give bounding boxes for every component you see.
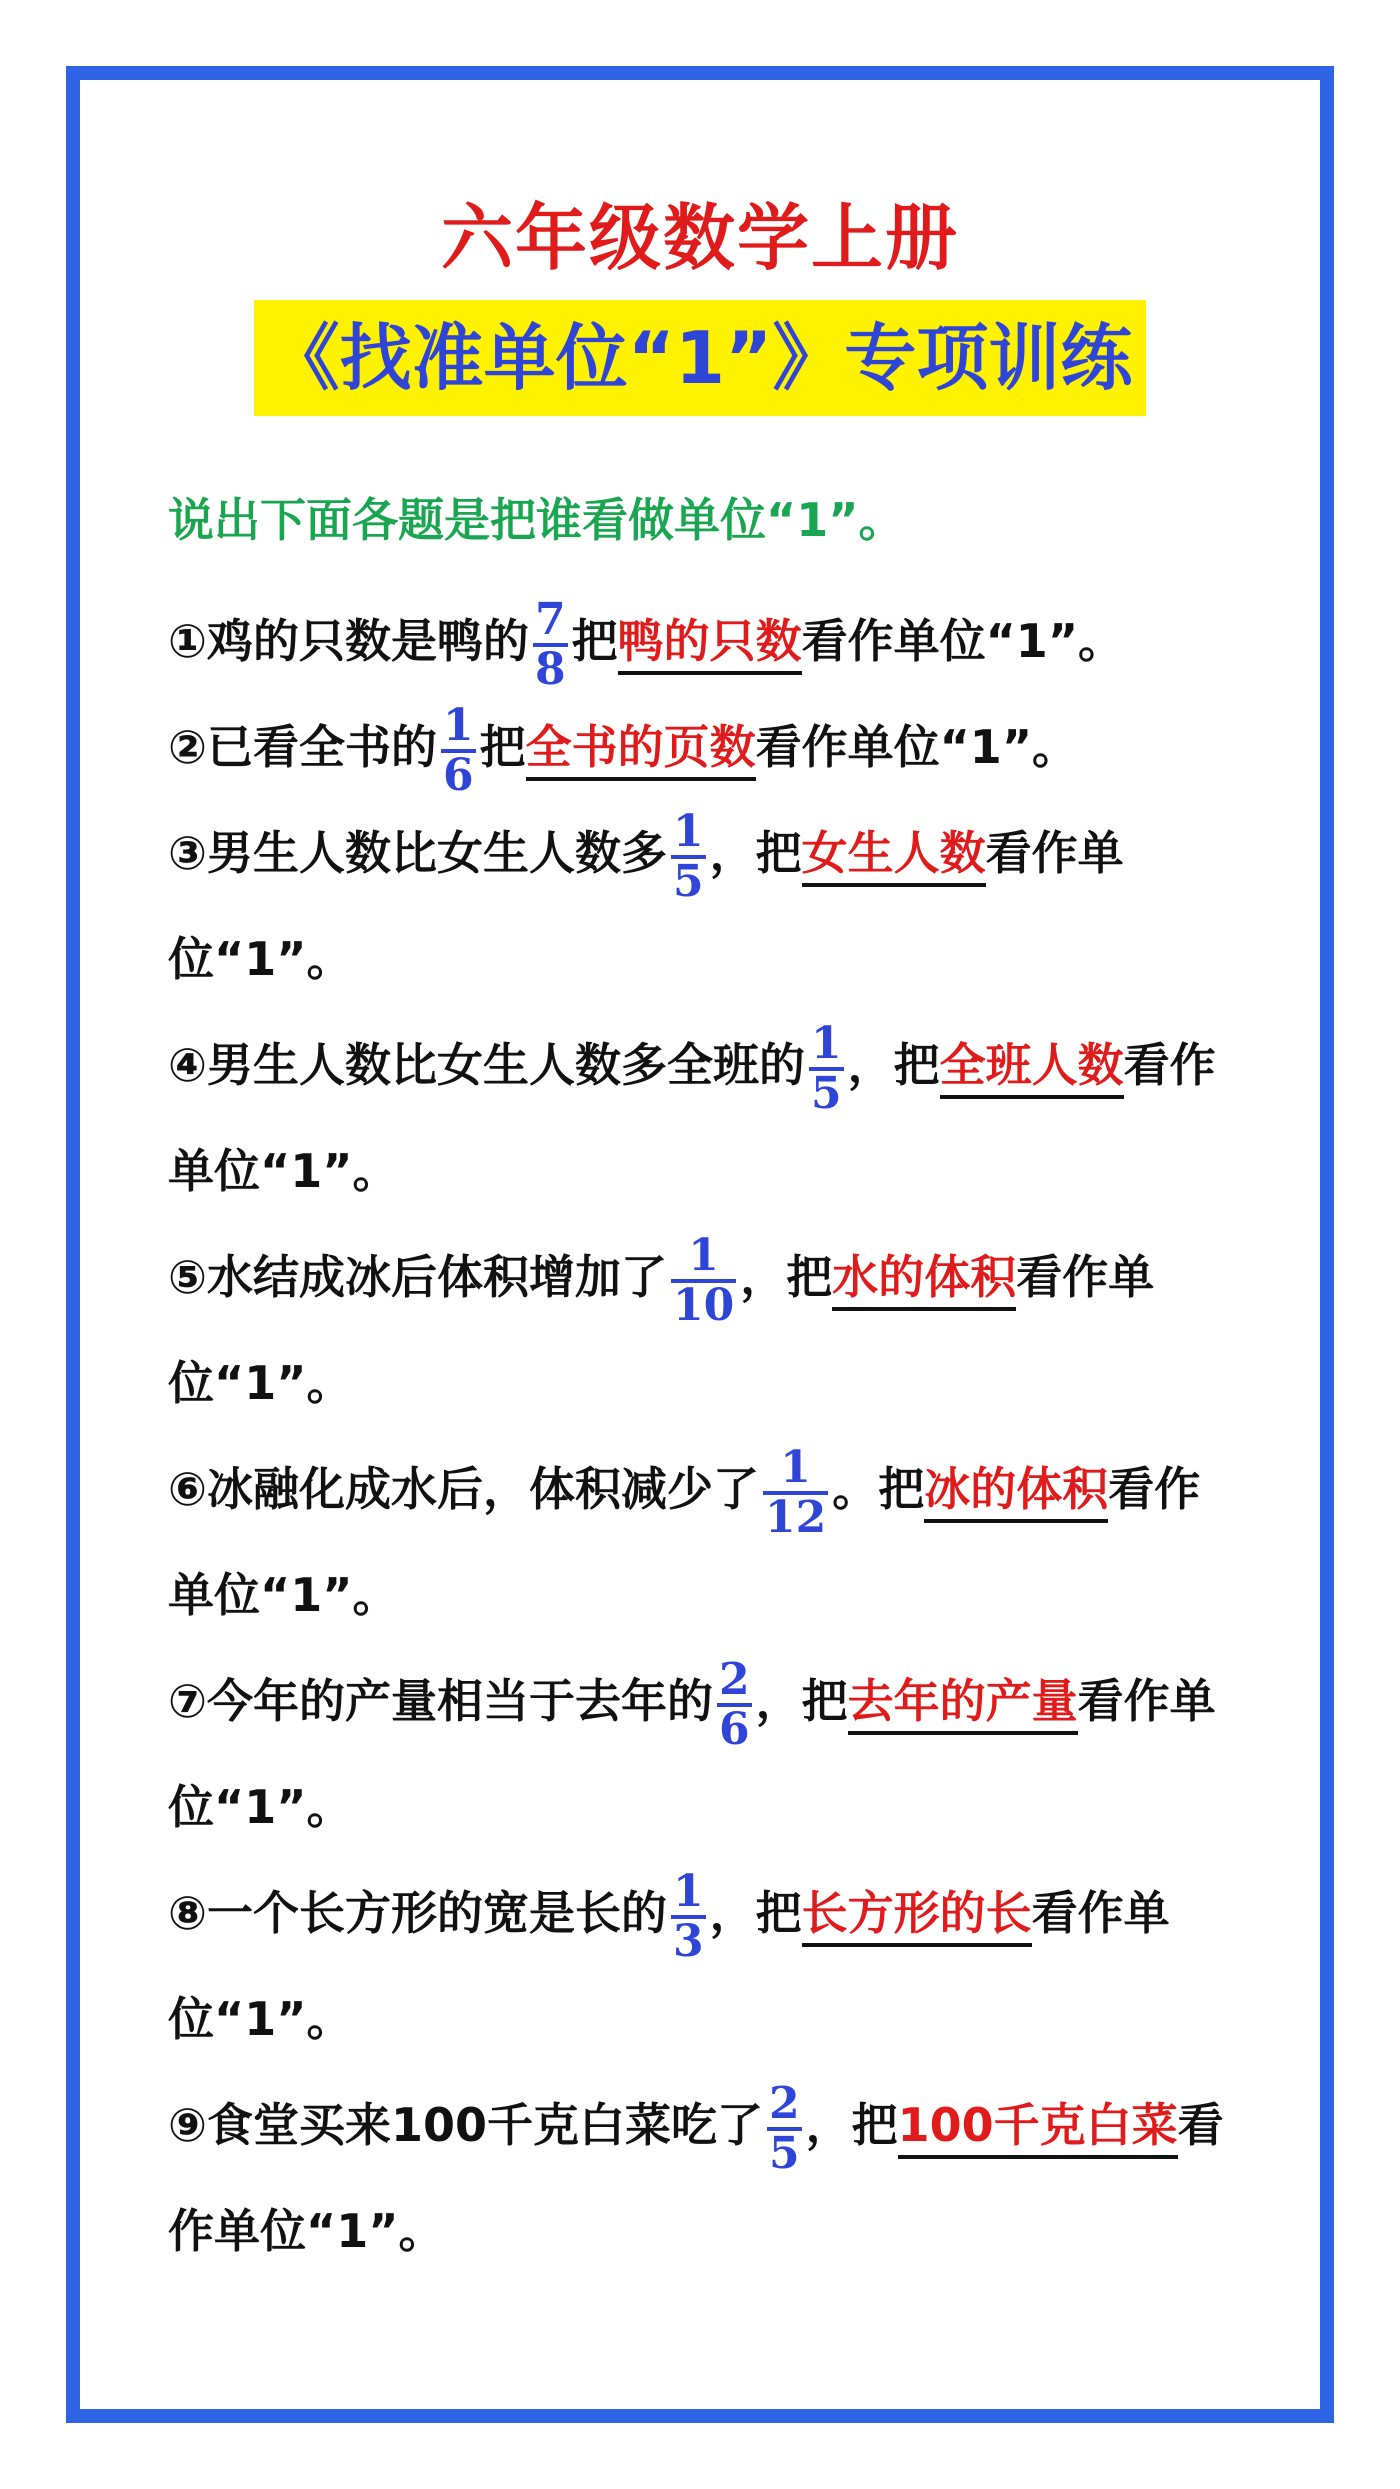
answer-blank: 女生人数 [802,826,986,887]
question-suffix: 看作单位“1”。 [168,1674,1216,1834]
question-connector: 。把 [832,1462,925,1516]
answer-blank: 全书的页数 [526,720,756,781]
question-item [168,1436,1228,1648]
question-text: ④男生人数比女生人数多全班的 [168,1038,805,1092]
answer-blank: 去年的产量 [848,1674,1078,1735]
fraction-numerator: 2 [718,1653,750,1705]
fraction-denominator: 10 [672,1279,735,1331]
question-connector: ，把 [709,1886,802,1940]
fraction [441,699,476,801]
question-connector: ，把 [847,1038,940,1092]
question-connector: 把 [571,614,618,668]
fraction [533,593,568,695]
question-text: ⑥冰融化成水后，体积减少了 [168,1462,759,1516]
fraction-denominator: 6 [718,1703,750,1755]
question-item [168,800,1228,1012]
fraction-numerator: 1 [671,1233,736,1283]
fraction-denominator: 3 [672,1915,704,1967]
fraction [809,1017,844,1119]
question-text: ⑨食堂买来100千克白菜吃了 [168,2098,763,2152]
fraction-numerator: 1 [672,1865,704,1917]
question-connector: 把 [479,720,526,774]
question-text: ②已看全书的 [168,720,437,774]
fraction [763,1441,828,1543]
question-item [168,1224,1228,1436]
question-item [168,1648,1228,1860]
page-title: 六年级数学上册 [440,196,959,280]
question-text: ③男生人数比女生人数多 [168,826,667,880]
fraction-numerator: 1 [763,1445,828,1495]
fraction-numerator: 1 [442,699,474,751]
fraction [717,1653,752,1755]
question-connector: ，把 [709,826,802,880]
question-suffix: 看作单位“1”。 [168,826,1124,986]
question-suffix: 看作单位“1”。 [168,1462,1201,1622]
instruction-text: 说出下面各题是把谁看做单位“1”。 [168,493,905,547]
question-text: ⑤水结成冰后体积增加了 [168,1250,667,1304]
question-suffix: 看作单位“1”。 [168,1250,1155,1410]
subtitle-banner [80,300,1320,416]
question-item [168,1860,1228,2072]
question-connector: ，把 [805,2098,898,2152]
page-subtitle: 《找准单位“1”》专项训练 [254,300,1147,416]
question-suffix: 看作单位“1”。 [168,1886,1170,2046]
page-frame [66,66,1334,2423]
question-suffix: 看作单位“1”。 [801,614,1125,668]
fraction-denominator: 5 [768,2127,800,2179]
fraction-numerator: 2 [768,2077,800,2129]
answer-blank: 100千克白菜 [898,2098,1178,2159]
question-text: ⑦今年的产量相当于去年的 [168,1674,713,1728]
answer-blank: 鸭的只数 [618,614,802,675]
question-text: ⑧一个长方形的宽是长的 [168,1886,667,1940]
fraction-denominator: 8 [534,643,566,695]
fraction [671,1229,736,1331]
fraction-denominator: 5 [672,855,704,907]
question-text: ①鸡的只数是鸭的 [168,614,529,668]
question-connector: ，把 [740,1250,833,1304]
fraction-denominator: 5 [810,1067,842,1119]
answer-blank: 冰的体积 [924,1462,1108,1523]
fraction [671,805,706,907]
fraction-numerator: 7 [534,593,566,645]
fraction-denominator: 6 [442,749,474,801]
question-connector: ，把 [755,1674,848,1728]
question-item [168,588,1228,694]
question-list [168,588,1228,2284]
fraction-denominator: 12 [764,1491,827,1543]
question-item [168,1012,1228,1224]
fraction-numerator: 1 [672,805,704,857]
question-item [168,694,1228,800]
fraction [671,1865,706,1967]
answer-blank: 水的体积 [832,1250,1016,1311]
question-item [168,2072,1228,2284]
question-suffix: 看作单位“1”。 [168,2098,1224,2258]
answer-blank: 全班人数 [940,1038,1124,1099]
fraction-numerator: 1 [810,1017,842,1069]
answer-blank: 长方形的长 [802,1886,1032,1947]
question-suffix: 看作单位“1”。 [168,1038,1216,1198]
fraction [767,2077,802,2179]
question-suffix: 看作单位“1”。 [755,720,1079,774]
